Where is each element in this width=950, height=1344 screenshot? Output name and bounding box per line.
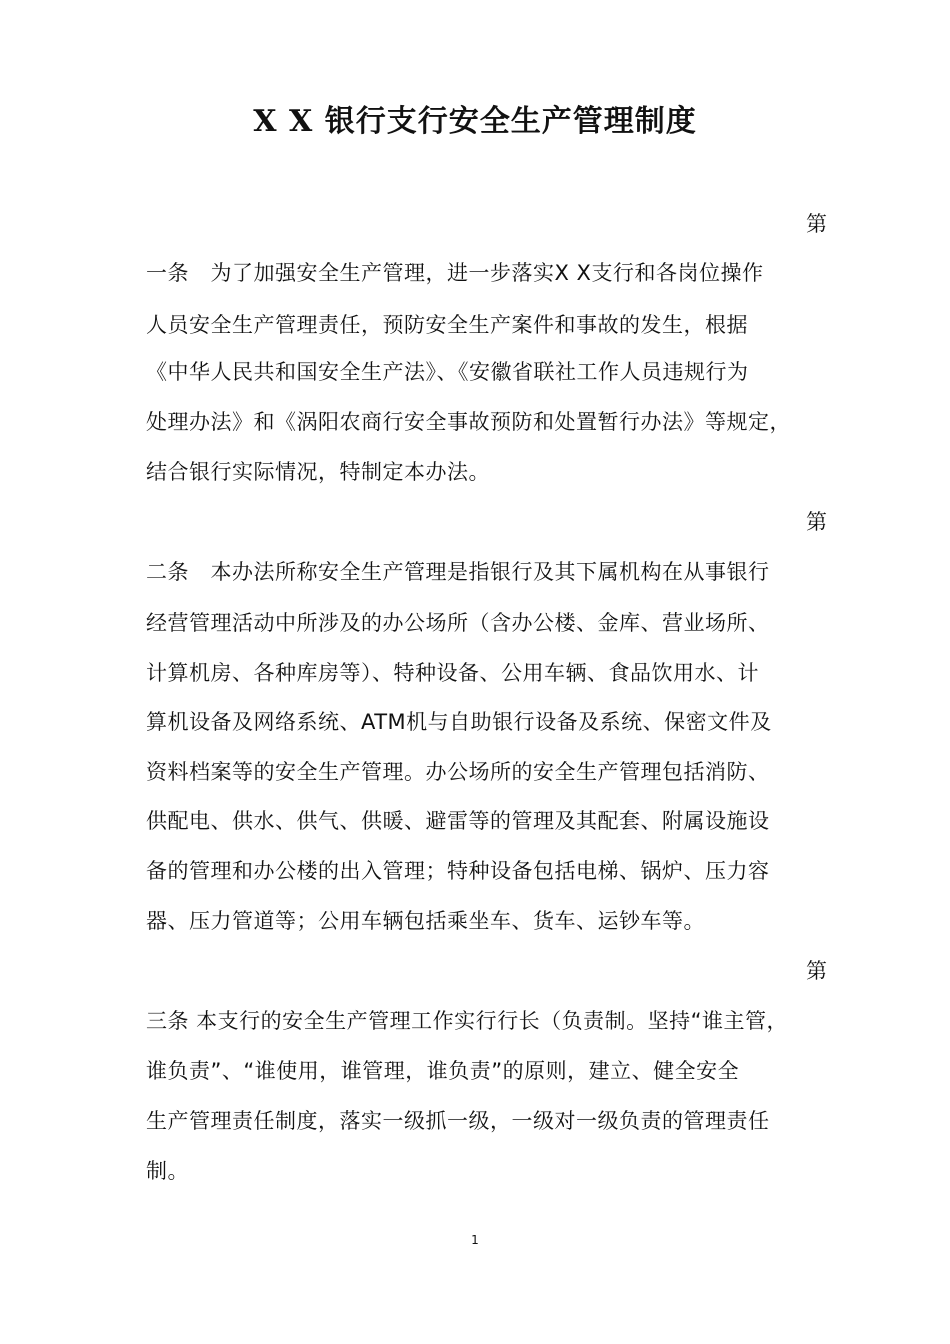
article-2-line-2: 经营管理活动中所涉及的办公场所（含办公楼、金库、营业场所、: [146, 611, 770, 635]
article-3-line-4: 制。: [146, 1159, 189, 1183]
article-3-line-2: 谁负责”、“谁使用，谁管理，谁负责”的原则，建立、健全安全: [146, 1059, 740, 1083]
article-2-line-3: 计算机房、各种库房等）、特种设备、公用车辆、食品饮用水、计: [146, 661, 759, 685]
article-1-line-2: 人员安全生产管理责任，预防安全生产案件和事故的发生，根据: [146, 313, 748, 337]
article-3-line-1: 三条 本支行的安全生产管理工作实行行长（负责制。坚持“谁主管，: [146, 1009, 789, 1033]
article-1-line-5: 结合银行实际情况，特制定本办法。: [146, 460, 490, 484]
article-3-prefix: 第: [806, 959, 827, 983]
article-2-line-6: 供配电、供水、供气、供暖、避雷等的管理及其配套、附属设施设: [146, 809, 770, 833]
article-1-line-4: 处理办法》和《涡阳农商行安全事故预防和处置暂行办法》等规定，: [146, 410, 791, 434]
article-2-line-4: 算机设备及网络系统、ATM机与自助银行设备及系统、保密文件及: [146, 710, 772, 734]
article-2-line-1: 二条 本办法所称安全生产管理是指银行及其下属机构在从事银行: [146, 560, 770, 584]
article-1-line-1: 一条 为了加强安全生产管理，进一步落实X X支行和各岗位操作: [146, 261, 764, 285]
article-3-line-3: 生产管理责任制度，落实一级抓一级，一级对一级负责的管理责任: [146, 1109, 770, 1133]
article-1-line-3: 《中华人民共和国安全生产法》、《安徽省联社工作人员违规行为: [146, 360, 749, 384]
article-1-prefix: 第: [806, 212, 827, 236]
article-2-line-8: 器、压力管道等；公用车辆包括乘坐车、货车、运钞车等。: [146, 909, 705, 933]
article-2-line-5: 资料档案等的安全生产管理。办公场所的安全生产管理包括消防、: [146, 760, 770, 784]
page-number: 1: [471, 1233, 479, 1247]
document-title: X X 银行支行安全生产管理制度: [253, 104, 697, 139]
article-2-prefix: 第: [806, 510, 827, 534]
article-2-line-7: 备的管理和办公楼的出入管理；特种设备包括电梯、锅炉、压力容: [146, 859, 770, 883]
